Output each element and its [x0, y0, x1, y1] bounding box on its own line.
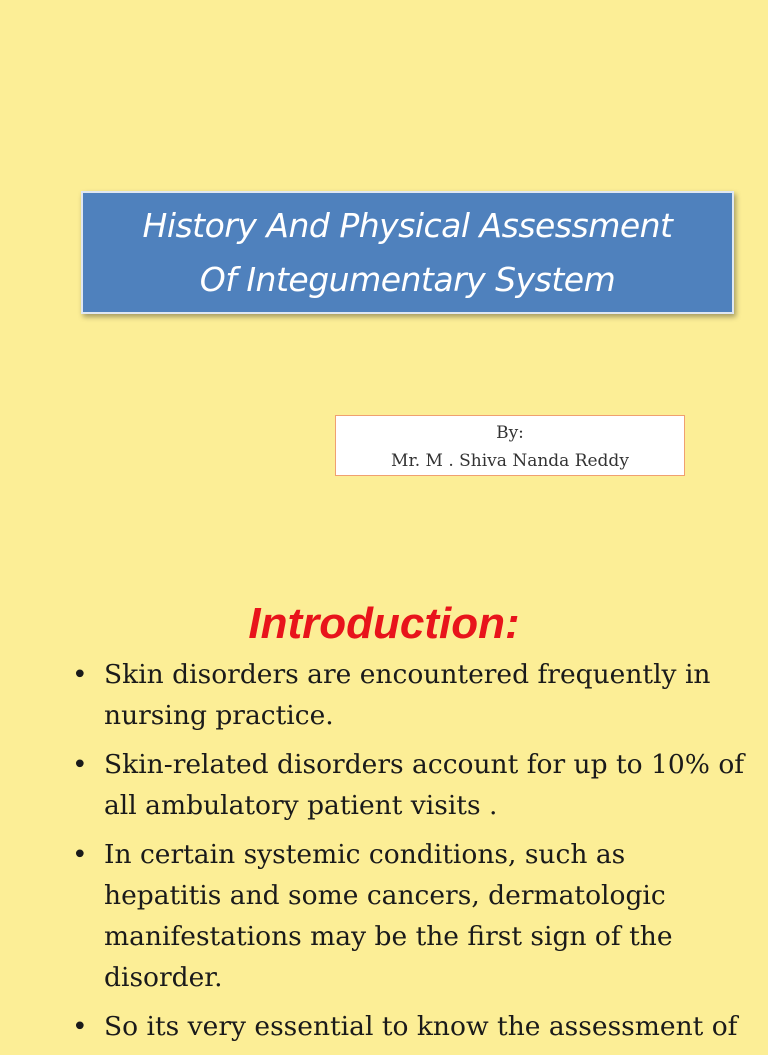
author-box — [335, 415, 685, 476]
title-line-2: Of Integumentary System — [199, 259, 616, 299]
bullet-icon: • — [72, 839, 88, 870]
slide-title — [143, 199, 673, 307]
bullet-icon: • — [72, 1011, 88, 1042]
bullet-text: Skin-related disorders account for up to 10% of all ambulatory patient visits . — [104, 749, 745, 821]
bullet-text: So its very essential to know the assessment of — [104, 1011, 738, 1042]
title-line-1: History And Physical Assessment — [142, 205, 673, 245]
list-item — [70, 654, 750, 736]
bullet-icon: • — [72, 749, 88, 780]
list-item — [70, 1006, 750, 1047]
author-by-label: By: — [496, 423, 524, 443]
bullet-text: In certain systemic conditions, such as hepatitis and some cancers, dermatologic manifestations may be the first sign of the disorder. — [104, 839, 673, 993]
bullet-icon: • — [72, 659, 88, 690]
bullet-list — [70, 654, 750, 1055]
author-name: Mr. M . Shiva Nanda Reddy — [391, 451, 629, 471]
introduction-slide — [0, 576, 768, 1042]
list-item — [70, 744, 750, 826]
slide-heading: Introduction: — [248, 599, 520, 648]
bullet-text: Skin disorders are encountered frequently in nursing practice. — [104, 659, 711, 731]
title-box — [81, 191, 734, 314]
list-item — [70, 834, 750, 998]
